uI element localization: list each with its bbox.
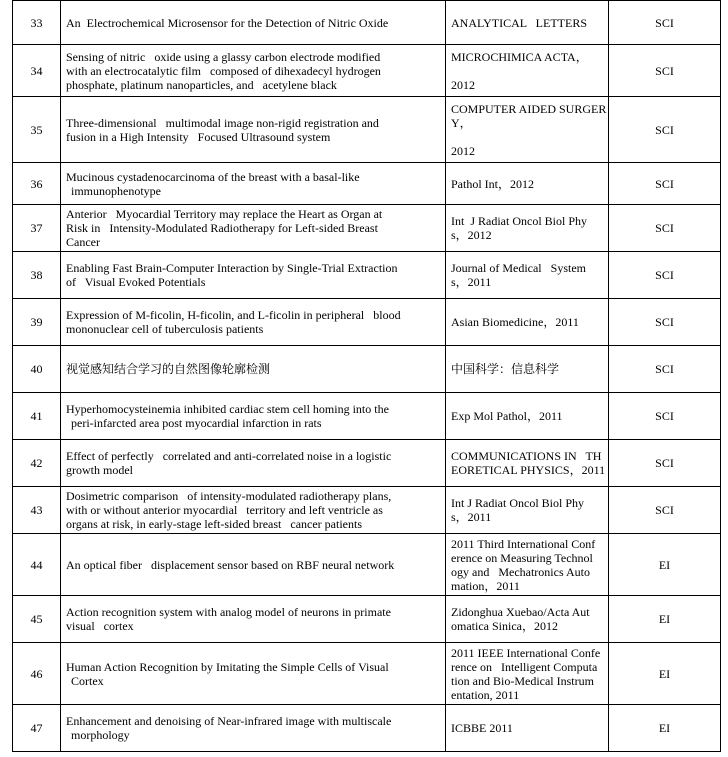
venue-spacer <box>451 130 603 144</box>
paper-title-line: mononuclear cell of tuberculosis patients <box>66 322 264 336</box>
publication-venue <box>446 299 609 346</box>
publication-venue-line: Y， <box>451 115 472 130</box>
index-type: SCI <box>609 1 721 45</box>
publication-venue-line: s，2012 <box>451 228 492 242</box>
table-row <box>13 596 721 643</box>
publication-table-body <box>13 1 721 752</box>
paper-title-line: growth model <box>66 463 133 477</box>
publication-venue <box>446 163 609 205</box>
paper-title-line: Human Action Recognition by Imitating the Simple Cells of Visual <box>66 659 389 674</box>
table-row <box>13 393 721 440</box>
publication-venue <box>446 97 609 163</box>
table-row <box>13 45 721 97</box>
table-row <box>13 205 721 252</box>
publication-venue-line: tion and Bio-Medical Instrum <box>451 673 594 688</box>
index-type: SCI <box>609 205 721 252</box>
row-number: 38 <box>13 252 61 299</box>
paper-title-line: Anterior Myocardial Territory may replace the Heart as Organ at <box>66 207 383 221</box>
publication-venue <box>446 487 609 534</box>
paper-title <box>61 299 446 346</box>
index-type: SCI <box>609 163 721 205</box>
paper-title-line: Risk in Intensity-Modulated Radiotherapy for Left-sided Breast <box>66 221 378 235</box>
publication-venue-line: ICBBE 2011 <box>451 721 513 735</box>
row-number: 35 <box>13 97 61 163</box>
publication-venue <box>446 252 609 299</box>
index-type: SCI <box>609 440 721 487</box>
publication-venue-line: 中国科学：信息科学 <box>451 362 560 376</box>
paper-title <box>61 346 446 393</box>
paper-title-line: Cortex <box>71 673 104 688</box>
table-row <box>13 487 721 534</box>
table-row <box>13 705 721 752</box>
paper-title-line: peri-infarcted area post myocardial infarction in rats <box>71 416 322 430</box>
paper-title-line: visual cortex <box>66 619 134 633</box>
publication-venue <box>446 440 609 487</box>
publication-venue-line: Int J Radiat Oncol Biol Phy <box>451 496 584 510</box>
paper-title <box>61 205 446 252</box>
row-number: 45 <box>13 596 61 643</box>
paper-title-line: Expression of M-ficolin, H-ficolin, and L-ficolin in peripheral blood <box>66 308 401 322</box>
publication-venue-line: 2012 <box>451 77 475 92</box>
paper-title <box>61 97 446 163</box>
publication-venue-line: Int J Radiat Oncol Biol Phy <box>451 214 587 228</box>
paper-title-line: fusion in a High Intensity Focused Ultrasound system <box>66 129 331 144</box>
paper-title-line: Enhancement and denoising of Near-infrared image with multiscale <box>66 714 392 728</box>
publication-venue <box>446 534 609 596</box>
index-type: SCI <box>609 393 721 440</box>
paper-title-line: Hyperhomocysteinemia inhibited cardiac stem cell homing into the <box>66 402 389 416</box>
row-number: 47 <box>13 705 61 752</box>
publication-venue-line: Asian Biomedicine，2011 <box>451 315 579 329</box>
paper-title-line: Three-dimensional multimodal image non-rigid registration and <box>66 115 379 130</box>
publication-venue <box>446 643 609 705</box>
table-row <box>13 534 721 596</box>
publication-venue-line: ANALYTICAL LETTERS <box>451 15 588 30</box>
paper-title-line: Mucinous cystadenocarcinoma of the breast with a basal-like <box>66 169 360 184</box>
paper-title-line: Effect of perfectly correlated and anti-correlated noise in a logistic <box>66 449 392 463</box>
index-type: EI <box>609 534 721 596</box>
paper-title-line: Sensing of nitric oxide using a glassy carbon electrode modified <box>66 49 381 64</box>
table-row <box>13 299 721 346</box>
index-type: SCI <box>609 346 721 393</box>
publication-venue-line: rence on Intelligent Computa <box>451 659 598 674</box>
row-number: 36 <box>13 163 61 205</box>
row-number: 42 <box>13 440 61 487</box>
publication-table <box>12 0 721 752</box>
publication-venue-line: s，2011 <box>451 510 492 524</box>
paper-title-line: organs at risk, in early-stage left-sided breast cancer patients <box>66 517 362 531</box>
publication-venue <box>446 346 609 393</box>
table-row <box>13 346 721 393</box>
paper-title-line: An optical fiber displacement sensor based on RBF neural network <box>66 557 395 572</box>
publication-venue-line: COMMUNICATIONS IN TH <box>451 449 602 463</box>
paper-title-line: phosphate, platinum nanoparticles, and acetylene black <box>66 77 337 92</box>
publication-venue <box>446 705 609 752</box>
paper-title-line: with an electrocatalytic film composed of dihexadecyl hydrogen <box>66 63 381 78</box>
index-type: SCI <box>609 299 721 346</box>
paper-title <box>61 393 446 440</box>
row-number: 46 <box>13 643 61 705</box>
publication-venue-line: entation, 2011 <box>451 687 520 702</box>
row-number: 41 <box>13 393 61 440</box>
paper-title <box>61 534 446 596</box>
paper-title-line: 视觉感知结合学习的自然图像轮廓检测 <box>66 362 271 376</box>
index-type: SCI <box>609 487 721 534</box>
paper-title-line: with or without anterior myocardial territory and left ventricle as <box>66 503 383 517</box>
paper-title-line: morphology <box>71 728 130 742</box>
publication-venue <box>446 393 609 440</box>
index-type: EI <box>609 705 721 752</box>
paper-title-line: Cancer <box>66 235 100 249</box>
paper-title-line: Enabling Fast Brain-Computer Interaction by Single-Trial Extraction <box>66 261 398 275</box>
publication-venue <box>446 205 609 252</box>
row-number: 33 <box>13 1 61 45</box>
table-row <box>13 440 721 487</box>
paper-title <box>61 705 446 752</box>
row-number: 34 <box>13 45 61 97</box>
table-row <box>13 252 721 299</box>
paper-title <box>61 487 446 534</box>
publication-venue <box>446 1 609 45</box>
publication-venue-line: Zidonghua Xuebao/Acta Aut <box>451 605 590 619</box>
row-number: 37 <box>13 205 61 252</box>
publication-venue-line: omatica Sinica，2012 <box>451 619 558 633</box>
table-row <box>13 97 721 163</box>
paper-title <box>61 643 446 705</box>
publication-venue <box>446 45 609 97</box>
publication-venue-line: 2011 Third International Conf <box>451 536 596 551</box>
paper-title-line: An Electrochemical Microsensor for the Detection of Nitric Oxide <box>66 15 389 30</box>
publication-venue-line: mation，2011 <box>451 578 520 593</box>
index-type: SCI <box>609 252 721 299</box>
paper-title <box>61 163 446 205</box>
publication-venue-line: Exp Mol Pathol，2011 <box>451 409 563 423</box>
paper-title-line: Dosimetric comparison of intensity-modulated radiotherapy plans, <box>66 489 392 503</box>
publication-venue <box>446 596 609 643</box>
paper-title <box>61 45 446 97</box>
index-type: EI <box>609 596 721 643</box>
publication-venue-line: EORETICAL PHYSICS，2011 <box>451 463 606 477</box>
publication-venue-line: 2011 IEEE International Confe <box>451 645 601 660</box>
row-number: 39 <box>13 299 61 346</box>
publication-venue-line: Pathol Int，2012 <box>451 176 534 191</box>
paper-title <box>61 596 446 643</box>
table-row <box>13 163 721 205</box>
paper-title-line: of Visual Evoked Potentials <box>66 275 206 289</box>
publication-venue-line: Journal of Medical System <box>451 261 586 275</box>
paper-title <box>61 1 446 45</box>
row-number: 40 <box>13 346 61 393</box>
paper-title-line: Action recognition system with analog model of neurons in primate <box>66 605 391 619</box>
paper-title-line: immunophenotype <box>71 183 161 198</box>
table-row <box>13 643 721 705</box>
row-number: 44 <box>13 534 61 596</box>
publication-venue-line: s，2011 <box>451 275 492 289</box>
index-type: EI <box>609 643 721 705</box>
publication-venue-line: COMPUTER AIDED SURGER <box>451 101 607 116</box>
index-type: SCI <box>609 45 721 97</box>
paper-title <box>61 252 446 299</box>
index-type: SCI <box>609 97 721 163</box>
row-number: 43 <box>13 487 61 534</box>
publication-venue-line: erence on Measuring Technol <box>451 550 593 565</box>
table-row <box>13 1 721 45</box>
venue-spacer <box>451 64 603 78</box>
publication-venue-line: MICROCHIMICA ACTA， <box>451 49 588 64</box>
publication-venue-line: 2012 <box>451 143 475 158</box>
publication-venue-line: ogy and Mechatronics Auto <box>451 564 590 579</box>
paper-title <box>61 440 446 487</box>
